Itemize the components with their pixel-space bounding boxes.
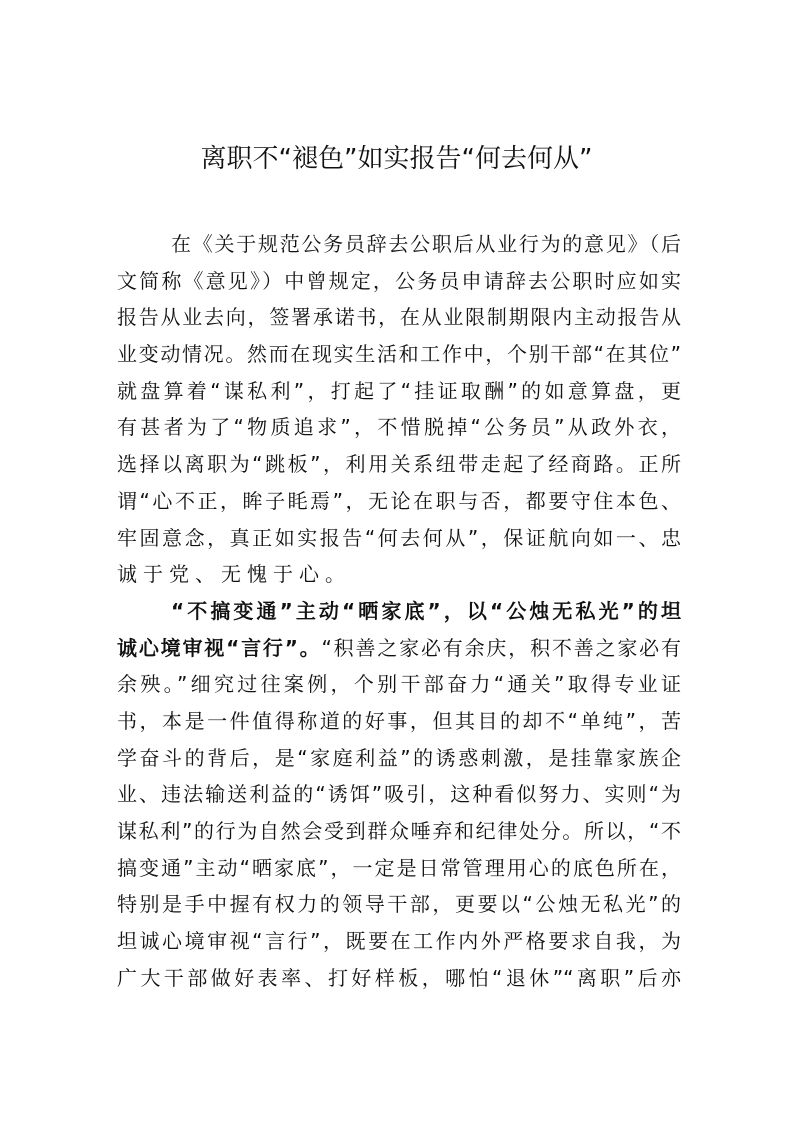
document-title: 离职不“褪色”如实报告“何去何从” (200, 144, 593, 174)
text-line: 业变动情况。然而在现实生活和工作中，个别干部“在其位” (117, 342, 681, 367)
text-line (117, 630, 681, 667)
text-line: 诚于党、无愧于心。 (117, 562, 351, 587)
text-line: 特别是手中握有权力的领导干部，更要以“公烛无私光”的 (117, 892, 681, 917)
text-line: 有甚者为了“物质追求”，不惜脱掉“公务员”从政外衣， (117, 415, 681, 440)
bold-heading-text: “不搞变通”主动“晒家底”，以“公烛无私光”的坦 (171, 598, 681, 623)
text-line: 搞变通”主动“晒家底”，一定是日常管理用心的底色所在， (117, 855, 681, 880)
bold-heading-text: 诚心境审视“言行”。 (117, 635, 322, 660)
paragraph-1 (117, 226, 681, 593)
text-line: 广大干部做好表率、打好样板，哪怕“退休”“离职”后亦 (117, 965, 681, 990)
text-line: 谋私利”的行为自然会受到群众唾弃和纪律处分。所以，“不 (117, 819, 681, 843)
text-line: 在《关于规范公务员辞去公职后从业行为的意见》（后 (171, 232, 681, 256)
paragraph-2 (117, 593, 681, 997)
text-line: 书，本是一件值得称道的好事，但其目的却不“单纯”，苦 (117, 708, 681, 733)
text-line: 坦诚心境审视“言行”，既要在工作内外严格要求自我，为 (117, 929, 681, 954)
text-line: 文简称《意见》）中曾规定，公务员申请辞去公职时应如实 (117, 268, 681, 293)
text-line: 业、违法输送利益的“诱饵”吸引，这种看似努力、实则“为 (117, 782, 681, 807)
text-line: 报告从业去向，签署承诺书，在从业限制期限内主动报告从 (117, 305, 681, 330)
text-line: 就盘算着“谋私利”，打起了“挂证取酬”的如意算盘，更 (117, 378, 681, 403)
line-text: “积善之家必有余庆，积不善之家必有 (321, 635, 681, 660)
text-line: 牢固意念，真正如实报告“何去何从”，保证航向如一、忠 (117, 525, 681, 550)
document-body (117, 226, 681, 996)
text-line: 选择以离职为“跳板”，利用关系纽带走起了经商路。正所 (117, 452, 681, 477)
text-line (117, 593, 681, 630)
text-line: 谓“心不正，眸子眊焉”，无论在职与否，都要守住本色、 (117, 488, 681, 513)
text-line: 学奋斗的背后，是“家庭利益”的诱惑刺激，是挂靠家族企 (117, 745, 681, 770)
text-line: 余殃。”细究过往案例，个别干部奋力“通关”取得专业证 (117, 672, 681, 697)
